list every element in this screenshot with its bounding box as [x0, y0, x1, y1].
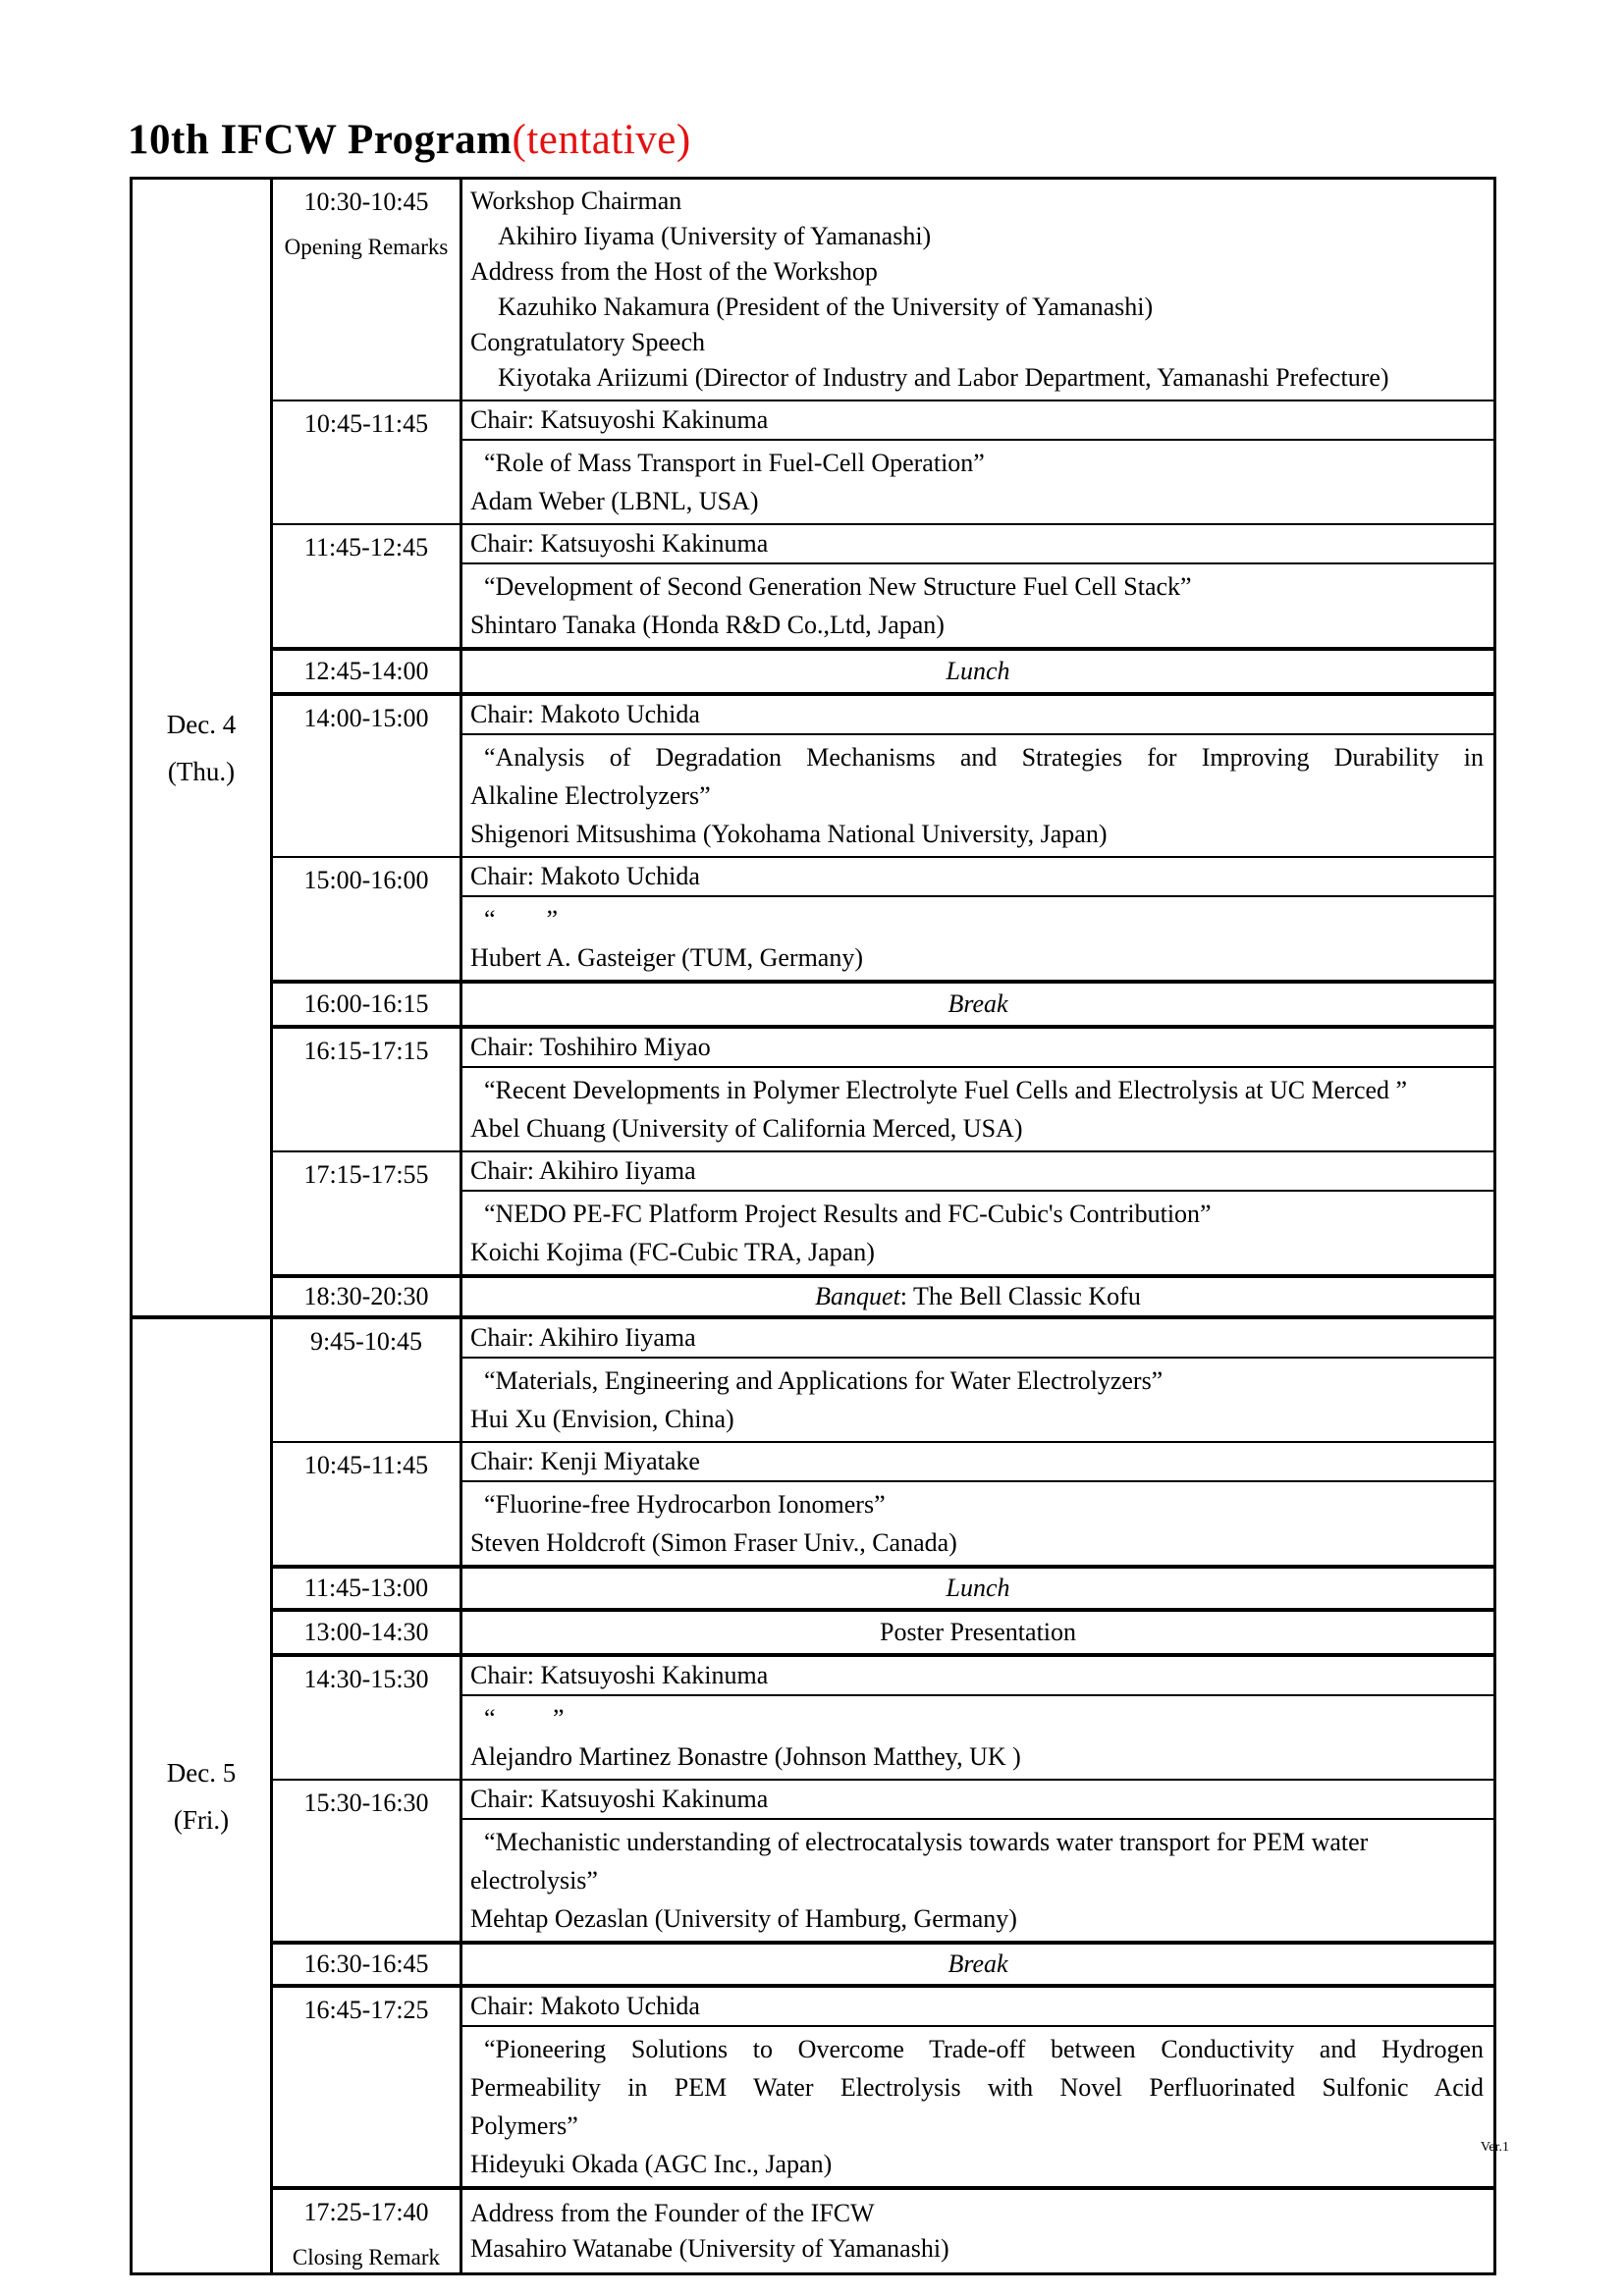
special-italic-label: Lunch	[946, 657, 1010, 685]
session-block	[273, 1653, 1493, 1779]
time-range: 16:30-16:45	[303, 1949, 429, 1978]
chair-line: Chair: Katsuyoshi Kakinuma	[462, 401, 1493, 441]
day-label: (Thu.)	[167, 756, 236, 786]
info-line: Workshop Chairman	[470, 187, 682, 215]
time-range: 10:30-10:45	[303, 187, 429, 216]
session-block	[273, 980, 1493, 1025]
speaker-line: Hideyuki Okada (AGC Inc., Japan)	[470, 2150, 833, 2178]
talk-body	[462, 1068, 1493, 1150]
session-block	[273, 1274, 1493, 1315]
time-cell	[273, 1443, 462, 1565]
talk-title-line: “ ”	[484, 1704, 565, 1733]
chair-line: Chair: Akihiro Iiyama	[462, 1319, 1493, 1359]
day-label: (Fri.)	[173, 1804, 230, 1835]
content-cell	[462, 1152, 1493, 1274]
talk-body	[462, 564, 1493, 647]
day-label: Dec. 5	[166, 1757, 237, 1788]
time-cell	[273, 1781, 462, 1941]
time-range: 15:30-16:30	[303, 1789, 429, 1817]
time-range: 10:45-11:45	[303, 1451, 429, 1479]
page-title	[128, 116, 691, 164]
talk-title-line: “Pioneering Solutions to Overcome Trade-off between Conductivity and Hydrogen	[484, 2035, 1484, 2063]
session-block	[273, 1025, 1493, 1150]
time-cell	[273, 984, 462, 1025]
talk-body	[462, 1482, 1493, 1565]
time-range: 18:30-20:30	[303, 1282, 429, 1310]
day-group	[133, 1315, 1493, 2272]
session-block	[273, 1319, 1493, 1441]
content-cell	[462, 401, 1493, 523]
speaker-line: Shigenori Mitsushima (Yokohama National University, Japan)	[470, 820, 1108, 848]
time-cell	[273, 1319, 462, 1441]
speaker-line: Alejandro Martinez Bonastre (Johnson Matthey, UK )	[470, 1742, 1021, 1771]
page-title-tentative: (tentative)	[512, 117, 691, 163]
time-cell	[273, 858, 462, 980]
talk-title-line: “ ”	[484, 905, 559, 934]
talk-title-line: electrolysis”	[470, 1866, 598, 1895]
time-range: 14:30-15:30	[303, 1665, 429, 1693]
talk-title-line: “Role of Mass Transport in Fuel-Cell Operation”	[484, 449, 985, 477]
session-block	[273, 856, 1493, 980]
speaker-line: Hubert A. Gasteiger (TUM, Germany)	[470, 943, 863, 972]
content-cell	[462, 1657, 1493, 1779]
session-block	[273, 400, 1493, 523]
time-range: 13:00-14:30	[303, 1618, 429, 1646]
program-table	[130, 177, 1496, 2275]
talk-title-line: “Analysis of Degradation Mechanisms and Strategies for Improving Durability in	[484, 743, 1484, 772]
info-line: Akihiro Iiyama (University of Yamanashi)	[498, 222, 932, 250]
content-cell	[462, 1278, 1493, 1315]
special-row-label	[462, 1278, 1493, 1315]
time-range: 11:45-13:00	[303, 1574, 429, 1602]
time-range: 12:45-14:00	[303, 657, 429, 685]
special-row-label	[462, 1569, 1493, 1608]
talk-body	[462, 1359, 1493, 1441]
session-block	[273, 523, 1493, 647]
time-cell	[273, 651, 462, 692]
talk-title-line: “Recent Developments in Polymer Electrolyte Fuel Cells and Electrolysis at UC Merced ”	[484, 1076, 1408, 1104]
session-block	[273, 692, 1493, 856]
chair-line: Chair: Makoto Uchida	[462, 1988, 1493, 2027]
time-cell	[273, 1657, 462, 1779]
info-line: Masahiro Watanabe (University of Yamanashi)	[470, 2234, 949, 2263]
talk-title-line: “Mechanistic understanding of electrocatalysis towards water transport for PEM water	[484, 1828, 1369, 1856]
talk-title-line: Polymers”	[470, 2111, 578, 2140]
time-range: 17:25-17:40	[303, 2198, 429, 2226]
content-cell	[462, 1781, 1493, 1941]
time-cell	[273, 2190, 462, 2272]
content-cell	[462, 696, 1493, 856]
speaker-line: Shintaro Tanaka (Honda R&D Co.,Ltd, Japan)	[470, 611, 945, 639]
talk-body	[462, 1820, 1493, 1941]
session-block	[273, 1441, 1493, 1565]
day-label: Dec. 4	[166, 709, 237, 739]
time-range: 16:45-17:25	[303, 1996, 429, 2024]
special-row-label	[462, 984, 1493, 1025]
chair-line: Chair: Toshihiro Miyao	[462, 1029, 1493, 1068]
time-cell	[273, 1278, 462, 1315]
page-title-main: 10th IFCW Program	[128, 117, 513, 163]
time-cell	[273, 525, 462, 647]
info-line: Kazuhiko Nakamura (President of the University of Yamanashi)	[498, 293, 1154, 321]
time-cell	[273, 1569, 462, 1608]
content-cell	[462, 1612, 1493, 1653]
chair-line: Chair: Akihiro Iiyama	[462, 1152, 1493, 1192]
special-plain-label: : The Bell Classic Kofu	[899, 1282, 1141, 1310]
info-line: Congratulatory Speech	[470, 328, 705, 356]
speaker-line: Mehtap Oezaslan (University of Hamburg, Germany)	[470, 1904, 1017, 1933]
time-cell	[273, 696, 462, 856]
day-cell	[133, 1319, 273, 2272]
info-line: Address from the Founder of the IFCW	[470, 2199, 875, 2227]
speaker-line: Abel Chuang (University of California Merced, USA)	[470, 1114, 1023, 1143]
special-italic-label: Lunch	[946, 1574, 1010, 1602]
session-block	[273, 1150, 1493, 1274]
special-italic-label: Banquet	[815, 1282, 900, 1310]
special-italic-label: Break	[947, 989, 1008, 1018]
day-cell	[133, 180, 273, 1315]
special-plain-label: Poster Presentation	[879, 1618, 1077, 1646]
special-row-label	[462, 651, 1493, 692]
content-cell	[462, 525, 1493, 647]
session-blocks	[273, 1319, 1493, 2272]
session-block	[273, 1779, 1493, 1941]
talk-title-line: “Fluorine-free Hydrocarbon Ionomers”	[484, 1490, 886, 1519]
time-range: 16:00-16:15	[303, 989, 429, 1018]
time-cell	[273, 1029, 462, 1150]
info-line: Kiyotaka Ariizumi (Director of Industry and Labor Department, Yamanashi Prefecture)	[498, 363, 1389, 392]
time-cell	[273, 1988, 462, 2186]
time-cell	[273, 1945, 462, 1984]
time-subtitle: Closing Remark	[292, 2245, 441, 2269]
special-italic-label: Break	[947, 1949, 1008, 1978]
time-subtitle: Opening Remarks	[284, 235, 449, 259]
time-cell	[273, 1152, 462, 1274]
speaker-line: Steven Holdcroft (Simon Fraser Univ., Canada)	[470, 1528, 957, 1557]
session-block	[273, 647, 1493, 692]
special-row-label	[462, 1945, 1493, 1984]
chair-line: Chair: Kenji Miyatake	[462, 1443, 1493, 1482]
version-label: Ver.1	[1480, 2140, 1509, 2155]
info-line: Address from the Host of the Workshop	[470, 257, 878, 286]
time-range: 16:15-17:15	[303, 1037, 429, 1065]
content-cell	[462, 858, 1493, 980]
session-block	[273, 1565, 1493, 1608]
time-range: 10:45-11:45	[303, 409, 429, 438]
content-cell	[462, 1569, 1493, 1608]
session-block	[273, 1941, 1493, 1984]
time-range: 17:15-17:55	[303, 1160, 429, 1189]
content-cell	[462, 651, 1493, 692]
chair-line: Chair: Katsuyoshi Kakinuma	[462, 1781, 1493, 1820]
talk-title-line: “Materials, Engineering and Applications for Water Electrolyzers”	[484, 1366, 1164, 1395]
time-range: 9:45-10:45	[309, 1327, 423, 1356]
special-row-label	[462, 1612, 1493, 1653]
talk-title-line: Alkaline Electrolyzers”	[470, 781, 711, 810]
session-block	[273, 180, 1493, 400]
time-cell	[273, 180, 462, 400]
talk-title-line: Permeability in PEM Water Electrolysis with Novel Perfluorinated Sulfonic Acid	[470, 2073, 1484, 2102]
talk-body	[462, 1696, 1493, 1779]
talk-title-line: “NEDO PE-FC Platform Project Results and FC-Cubic's Contribution”	[484, 1200, 1212, 1228]
speaker-line: Koichi Kojima (FC-Cubic TRA, Japan)	[470, 1238, 875, 1266]
content-cell	[462, 984, 1493, 1025]
chair-line: Chair: Makoto Uchida	[462, 858, 1493, 897]
content-cell	[462, 1029, 1493, 1150]
content-cell	[462, 1443, 1493, 1565]
content-cell	[462, 1988, 1493, 2186]
talk-body	[462, 897, 1493, 980]
talk-body	[462, 1192, 1493, 1274]
content-cell	[462, 180, 1493, 400]
time-range: 15:00-16:00	[303, 866, 429, 894]
session-block	[273, 1608, 1493, 1653]
session-block	[273, 1984, 1493, 2186]
info-body	[462, 180, 1493, 400]
chair-line: Chair: Katsuyoshi Kakinuma	[462, 525, 1493, 564]
chair-line: Chair: Makoto Uchida	[462, 696, 1493, 735]
talk-body	[462, 441, 1493, 523]
time-cell	[273, 1612, 462, 1653]
day-group	[133, 180, 1493, 1315]
speaker-line: Hui Xu (Envision, China)	[470, 1405, 734, 1433]
speaker-line: Adam Weber (LBNL, USA)	[470, 487, 759, 515]
time-range: 14:00-15:00	[303, 704, 429, 732]
talk-body	[462, 735, 1493, 856]
content-cell	[462, 2190, 1493, 2272]
info-body	[462, 2190, 1493, 2272]
content-cell	[462, 1319, 1493, 1441]
session-blocks	[273, 180, 1493, 1315]
chair-line: Chair: Katsuyoshi Kakinuma	[462, 1657, 1493, 1696]
time-range: 11:45-12:45	[303, 533, 429, 561]
content-cell	[462, 1945, 1493, 1984]
talk-title-line: “Development of Second Generation New Structure Fuel Cell Stack”	[484, 572, 1192, 601]
time-cell	[273, 401, 462, 523]
talk-body	[462, 2027, 1493, 2186]
session-block	[273, 2186, 1493, 2272]
